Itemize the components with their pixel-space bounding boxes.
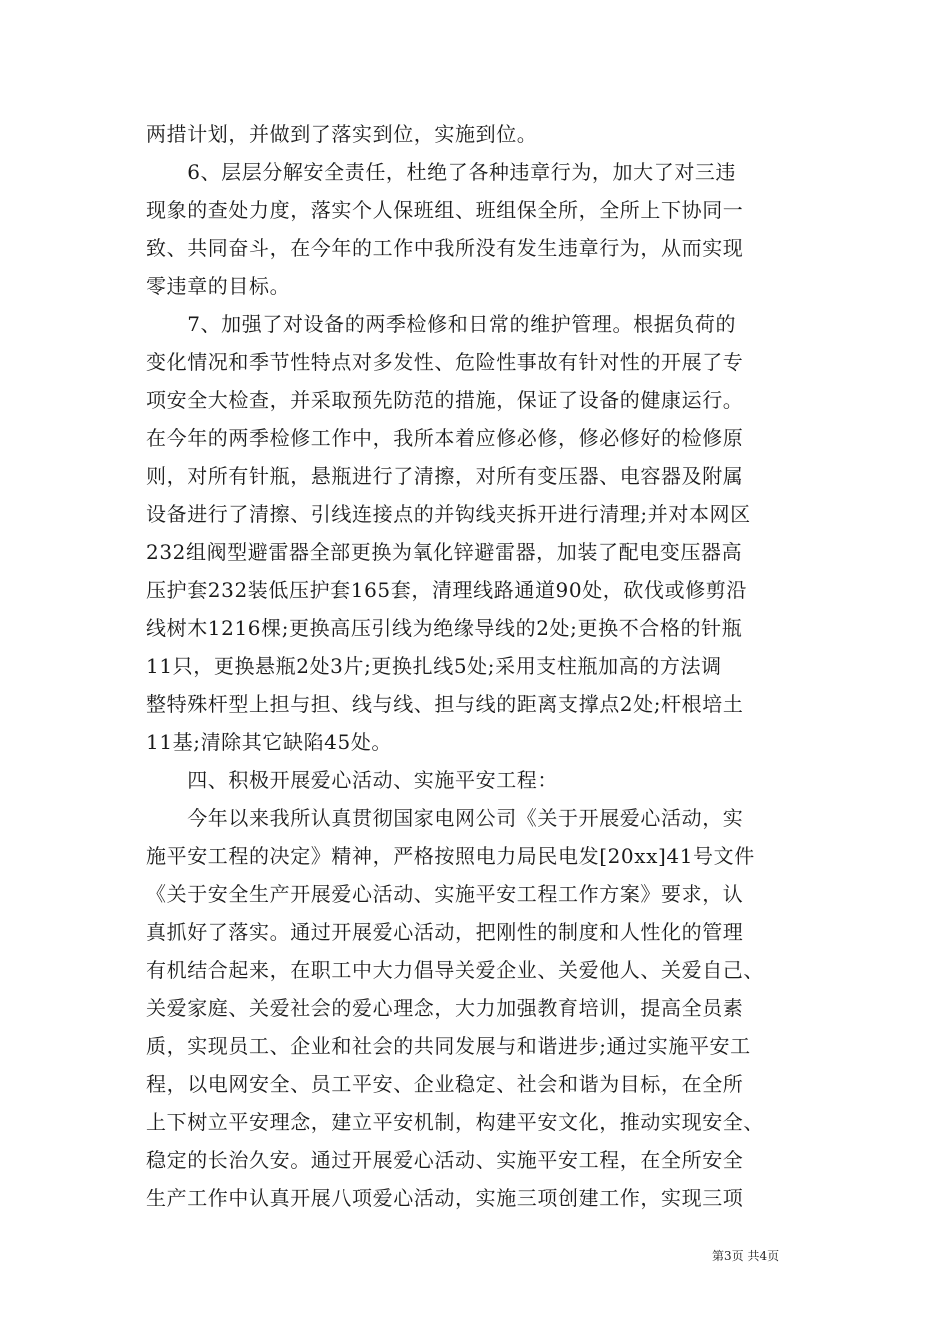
body-text-line: 整特殊杆型上担与担、线与线、担与线的距离支撑点2处;杆根培土 bbox=[146, 692, 744, 716]
body-text-line: 现象的查处力度，落实个人保班组、班组保全所，全所上下协同一 bbox=[146, 198, 744, 222]
body-text-line: 稳定的长治久安。通过开展爱心活动、实施平安工程，在全所安全 bbox=[146, 1148, 744, 1172]
body-text-line: 关爱家庭、关爱社会的爱心理念，大力加强教育培训，提高全员素 bbox=[146, 996, 744, 1020]
body-text-line: 今年以来我所认真贯彻国家电网公司《关于开展爱心活动，实 bbox=[146, 806, 744, 830]
body-text-line: 11只，更换悬瓶2处3片;更换扎线5处;采用支柱瓶加高的方法调 bbox=[146, 654, 722, 678]
body-text-line: 7、加强了对设备的两季检修和日常的维护管理。根据负荷的 bbox=[146, 312, 737, 336]
body-text-line: 232组阀型避雷器全部更换为氧化锌避雷器，加装了配电变压器高 bbox=[146, 540, 743, 564]
page-number: 第3页 共4页 bbox=[712, 1249, 780, 1263]
body-text-line: 质，实现员工、企业和社会的共同发展与和谐进步;通过实施平安工 bbox=[146, 1034, 751, 1058]
body-text-line: 线树木1216棵;更换高压引线为绝缘导线的2处;更换不合格的针瓶 bbox=[146, 616, 743, 640]
body-text-line: 有机结合起来，在职工中大力倡导关爱企业、关爱他人、关爱自己、 bbox=[146, 958, 764, 982]
body-text-line: 两措计划，并做到了落实到位，实施到位。 bbox=[146, 122, 538, 146]
body-text-line: 压护套232装低压护套165套，清理线路通道90处，砍伐或修剪沿 bbox=[146, 578, 747, 602]
body-text-line: 设备进行了清擦、引线连接点的并钩线夹拆开进行清理;并对本网区 bbox=[146, 502, 751, 526]
body-text-line: 程，以电网安全、员工平安、企业稳定、社会和谐为目标，在全所 bbox=[146, 1072, 744, 1096]
body-text-line: 施平安工程的决定》精神，严格按照电力局民电发[20xx]41号文件 bbox=[146, 844, 755, 868]
section-heading: 四、积极开展爱心活动、实施平安工程： bbox=[146, 768, 558, 792]
body-text-line: 致、共同奋斗，在今年的工作中我所没有发生违章行为，从而实现 bbox=[146, 236, 744, 260]
body-text-line: 真抓好了落实。通过开展爱心活动，把刚性的制度和人性化的管理 bbox=[146, 920, 744, 944]
body-text-line: 6、层层分解安全责任，杜绝了各种违章行为，加大了对三违 bbox=[146, 160, 737, 184]
body-text-line: 变化情况和季节性特点对多发性、危险性事故有针对性的开展了专 bbox=[146, 350, 744, 374]
body-text-line: 11基;清除其它缺陷45处。 bbox=[146, 730, 393, 754]
body-text-line: 《关于安全生产开展爱心活动、实施平安工程工作方案》要求，认 bbox=[146, 882, 744, 906]
body-text-line: 项安全大检查，并采取预先防范的措施，保证了设备的健康运行。 bbox=[146, 388, 744, 412]
body-text-line: 在今年的两季检修工作中，我所本着应修必修，修必修好的检修原 bbox=[146, 426, 744, 450]
body-text-line: 上下树立平安理念，建立平安机制，构建平安文化，推动实现安全、 bbox=[146, 1110, 764, 1134]
body-text-line: 则，对所有针瓶，悬瓶进行了清擦，对所有变压器、电容器及附属 bbox=[146, 464, 744, 488]
body-text-line: 生产工作中认真开展八项爱心活动，实施三项创建工作，实现三项 bbox=[146, 1186, 744, 1210]
body-text-line: 零违章的目标。 bbox=[146, 274, 291, 298]
